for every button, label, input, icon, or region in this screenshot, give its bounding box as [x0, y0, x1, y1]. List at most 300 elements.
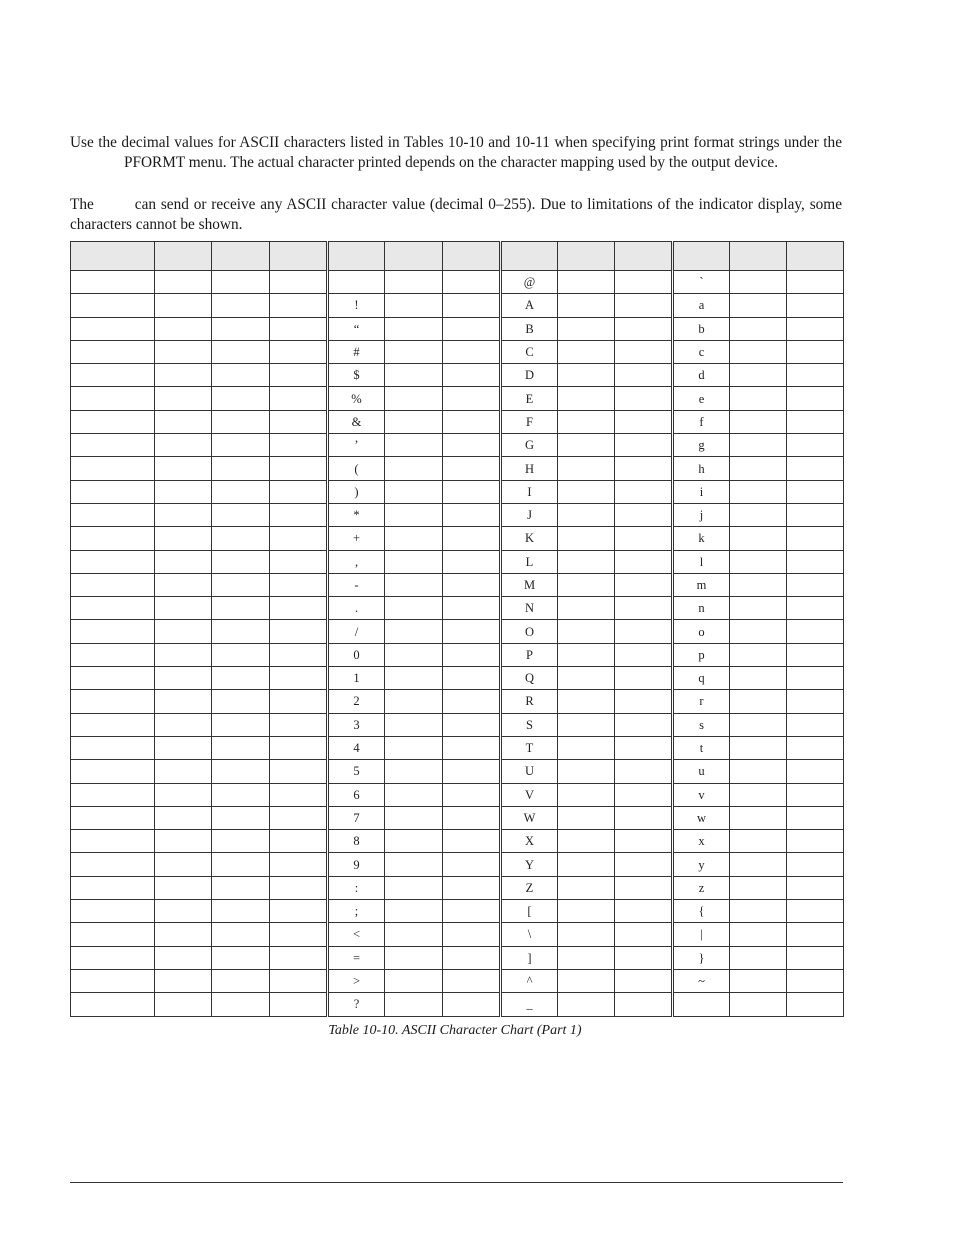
table-cell — [270, 876, 328, 899]
table-cell — [615, 876, 673, 899]
table-row — [71, 946, 844, 969]
table-row — [71, 527, 844, 550]
table-cell: D — [501, 364, 558, 387]
table-cell — [212, 736, 270, 759]
ascii-character-chart — [70, 241, 844, 1017]
table-cell — [443, 853, 501, 876]
table-row — [71, 783, 844, 806]
table-cell — [730, 690, 787, 713]
table-cell — [730, 434, 787, 457]
table-cell — [615, 340, 673, 363]
table-cell — [615, 527, 673, 550]
table-cell — [615, 690, 673, 713]
table-row — [71, 364, 844, 387]
table-cell — [328, 271, 385, 294]
table-cell — [212, 993, 270, 1016]
table-cell — [615, 620, 673, 643]
table-cell — [212, 667, 270, 690]
table-cell — [673, 993, 730, 1016]
table-cell — [155, 457, 212, 480]
table-cell — [71, 340, 155, 363]
table-cell: A — [501, 294, 558, 317]
table-cell: n — [673, 597, 730, 620]
table-cell — [385, 317, 443, 340]
table-cell — [615, 387, 673, 410]
table-cell — [615, 457, 673, 480]
table-row — [71, 760, 844, 783]
header-cell — [212, 242, 270, 271]
table-cell — [730, 900, 787, 923]
table-cell — [71, 993, 155, 1016]
table-cell — [270, 736, 328, 759]
table-cell — [443, 736, 501, 759]
table-cell: X — [501, 830, 558, 853]
table-cell: a — [673, 294, 730, 317]
table-cell — [443, 527, 501, 550]
table-cell — [615, 969, 673, 992]
table-cell — [615, 597, 673, 620]
table-cell — [558, 900, 615, 923]
table-cell — [787, 387, 844, 410]
table-cell — [212, 271, 270, 294]
table-cell — [787, 550, 844, 573]
table-cell — [787, 503, 844, 526]
table-cell — [71, 317, 155, 340]
table-cell — [615, 643, 673, 666]
table-cell — [155, 643, 212, 666]
table-row — [71, 830, 844, 853]
table-cell — [71, 806, 155, 829]
table-cell — [71, 457, 155, 480]
table-cell — [212, 597, 270, 620]
table-cell — [212, 573, 270, 596]
table-cell — [270, 550, 328, 573]
table-row — [71, 573, 844, 596]
table-cell — [730, 410, 787, 433]
table-cell — [730, 527, 787, 550]
table-cell — [71, 783, 155, 806]
table-cell — [787, 294, 844, 317]
table-cell — [155, 853, 212, 876]
table-cell — [212, 550, 270, 573]
table-cell — [155, 480, 212, 503]
table-cell: # — [328, 340, 385, 363]
table-cell — [730, 760, 787, 783]
table-cell — [155, 294, 212, 317]
table-cell — [212, 410, 270, 433]
table-cell — [155, 340, 212, 363]
table-cell: L — [501, 550, 558, 573]
table-cell: V — [501, 783, 558, 806]
table-cell — [155, 503, 212, 526]
table-cell: ? — [328, 993, 385, 1016]
table-cell — [730, 271, 787, 294]
table-cell — [270, 364, 328, 387]
table-cell — [155, 876, 212, 899]
header-cell — [787, 242, 844, 271]
table-cell — [155, 573, 212, 596]
table-cell — [730, 480, 787, 503]
table-cell — [443, 830, 501, 853]
table-cell — [443, 946, 501, 969]
table-cell — [71, 900, 155, 923]
table-cell — [443, 573, 501, 596]
table-cell — [615, 667, 673, 690]
table-cell — [558, 340, 615, 363]
table-cell — [730, 503, 787, 526]
table-cell — [385, 503, 443, 526]
table-cell — [212, 900, 270, 923]
table-cell — [787, 783, 844, 806]
table-cell — [615, 271, 673, 294]
table-cell — [787, 317, 844, 340]
table-cell — [615, 923, 673, 946]
table-cell — [787, 876, 844, 899]
table-cell — [730, 806, 787, 829]
table-cell — [270, 597, 328, 620]
intro-paragraph-1 — [70, 133, 842, 172]
table-cell: w — [673, 806, 730, 829]
table-header-row — [71, 242, 844, 271]
table-cell: : — [328, 876, 385, 899]
table-cell: | — [673, 923, 730, 946]
table-cell — [730, 387, 787, 410]
table-cell — [155, 690, 212, 713]
table-cell: R — [501, 690, 558, 713]
table-cell — [71, 946, 155, 969]
table-cell — [385, 597, 443, 620]
table-row — [71, 900, 844, 923]
table-cell — [71, 480, 155, 503]
table-cell — [71, 923, 155, 946]
table-cell — [558, 736, 615, 759]
table-cell: ] — [501, 946, 558, 969]
table-cell: . — [328, 597, 385, 620]
table-cell — [730, 736, 787, 759]
table-cell: { — [673, 900, 730, 923]
table-cell — [730, 620, 787, 643]
header-cell — [71, 242, 155, 271]
table-cell: B — [501, 317, 558, 340]
table-row — [71, 271, 844, 294]
table-row — [71, 410, 844, 433]
table-cell — [385, 736, 443, 759]
table-cell: 6 — [328, 783, 385, 806]
table-row — [71, 690, 844, 713]
table-cell — [212, 643, 270, 666]
table-cell — [443, 783, 501, 806]
table-cell — [270, 271, 328, 294]
table-cell — [730, 364, 787, 387]
footer-rule — [70, 1182, 843, 1183]
table-cell: d — [673, 364, 730, 387]
table-cell: [ — [501, 900, 558, 923]
table-cell — [787, 340, 844, 363]
table-cell — [385, 457, 443, 480]
table-cell — [212, 876, 270, 899]
table-cell: t — [673, 736, 730, 759]
table-cell — [385, 410, 443, 433]
table-cell: p — [673, 643, 730, 666]
table-cell: 2 — [328, 690, 385, 713]
table-cell — [558, 667, 615, 690]
header-cell — [155, 242, 212, 271]
table-cell — [385, 853, 443, 876]
table-cell — [71, 294, 155, 317]
table-cell — [155, 993, 212, 1016]
table-cell — [155, 830, 212, 853]
table-cell — [270, 783, 328, 806]
table-cell — [270, 503, 328, 526]
table-cell — [443, 387, 501, 410]
table-cell — [443, 434, 501, 457]
table-cell: _ — [501, 993, 558, 1016]
table-cell — [385, 993, 443, 1016]
table-cell — [71, 620, 155, 643]
table-cell — [730, 853, 787, 876]
table-cell: $ — [328, 364, 385, 387]
table-row — [71, 806, 844, 829]
table-cell — [443, 480, 501, 503]
table-cell — [615, 900, 673, 923]
table-cell — [270, 993, 328, 1016]
table-cell — [270, 410, 328, 433]
header-cell — [443, 242, 501, 271]
table-cell: J — [501, 503, 558, 526]
table-cell — [155, 410, 212, 433]
table-cell: > — [328, 969, 385, 992]
table-cell — [443, 340, 501, 363]
intro-text-1b: PFORMT menu. The actual character printed depends on the character mapping used by the output device. — [124, 153, 779, 171]
table-cell — [212, 946, 270, 969]
table-cell — [730, 969, 787, 992]
intro-paragraph-2 — [70, 195, 842, 234]
table-cell — [270, 480, 328, 503]
table-cell: 0 — [328, 643, 385, 666]
table-cell: e — [673, 387, 730, 410]
table-cell — [71, 550, 155, 573]
table-cell — [212, 340, 270, 363]
table-cell — [270, 620, 328, 643]
table-cell — [558, 457, 615, 480]
table-cell — [443, 410, 501, 433]
table-cell: i — [673, 480, 730, 503]
table-cell — [615, 783, 673, 806]
table-cell: M — [501, 573, 558, 596]
table-cell: / — [328, 620, 385, 643]
table-cell: x — [673, 830, 730, 853]
table-cell — [443, 620, 501, 643]
table-cell: ’ — [328, 434, 385, 457]
table-cell — [730, 993, 787, 1016]
table-cell: k — [673, 527, 730, 550]
intro-text-2a: The — [70, 196, 94, 213]
table-cell: ` — [673, 271, 730, 294]
table-cell — [385, 620, 443, 643]
table-cell: \ — [501, 923, 558, 946]
table-cell — [558, 597, 615, 620]
table-cell — [155, 317, 212, 340]
table-cell — [443, 643, 501, 666]
table-cell — [787, 946, 844, 969]
table-cell: U — [501, 760, 558, 783]
table-cell — [155, 387, 212, 410]
table-cell — [270, 340, 328, 363]
table-cell — [71, 853, 155, 876]
table-cell — [385, 690, 443, 713]
table-cell — [615, 760, 673, 783]
table-cell — [730, 643, 787, 666]
table-cell — [212, 294, 270, 317]
table-cell — [558, 364, 615, 387]
table-cell — [155, 969, 212, 992]
table-cell: ~ — [673, 969, 730, 992]
table-cell: F — [501, 410, 558, 433]
table-cell — [71, 969, 155, 992]
table-cell — [385, 667, 443, 690]
table-cell — [443, 993, 501, 1016]
table-cell — [558, 993, 615, 1016]
table-cell — [615, 550, 673, 573]
table-cell: r — [673, 690, 730, 713]
table-cell — [615, 410, 673, 433]
table-cell — [558, 806, 615, 829]
table-cell: N — [501, 597, 558, 620]
table-cell: E — [501, 387, 558, 410]
table-cell — [558, 969, 615, 992]
table-cell: 7 — [328, 806, 385, 829]
table-cell — [558, 480, 615, 503]
table-cell: l — [673, 550, 730, 573]
table-cell — [71, 434, 155, 457]
table-cell — [787, 457, 844, 480]
table-cell — [71, 271, 155, 294]
table-cell — [443, 969, 501, 992]
table-cell — [787, 620, 844, 643]
table-cell: f — [673, 410, 730, 433]
table-cell — [787, 597, 844, 620]
table-cell: H — [501, 457, 558, 480]
table-cell — [155, 760, 212, 783]
table-cell — [615, 294, 673, 317]
table-cell — [155, 783, 212, 806]
table-cell: 1 — [328, 667, 385, 690]
table-cell — [558, 294, 615, 317]
table-cell — [385, 923, 443, 946]
table-cell — [270, 527, 328, 550]
table-cell — [730, 340, 787, 363]
table-cell: I — [501, 480, 558, 503]
table-cell — [558, 830, 615, 853]
table-cell — [155, 713, 212, 736]
table-cell — [155, 597, 212, 620]
table-cell — [71, 387, 155, 410]
table-cell — [615, 806, 673, 829]
table-cell — [385, 527, 443, 550]
table-cell — [270, 317, 328, 340]
table-cell — [787, 713, 844, 736]
table-cell — [443, 294, 501, 317]
table-cell: 3 — [328, 713, 385, 736]
table-cell — [270, 830, 328, 853]
table-cell — [787, 806, 844, 829]
table-cell — [155, 667, 212, 690]
table-cell — [385, 340, 443, 363]
table-cell — [730, 923, 787, 946]
table-cell: ( — [328, 457, 385, 480]
table-cell — [155, 271, 212, 294]
table-cell — [558, 503, 615, 526]
table-cell — [787, 434, 844, 457]
table-row — [71, 480, 844, 503]
table-cell: & — [328, 410, 385, 433]
table-cell — [787, 830, 844, 853]
table-cell — [270, 434, 328, 457]
table-cell — [443, 923, 501, 946]
table-cell — [730, 946, 787, 969]
table-cell — [212, 690, 270, 713]
table-row — [71, 853, 844, 876]
table-cell — [615, 434, 673, 457]
table-cell: 5 — [328, 760, 385, 783]
header-cell — [270, 242, 328, 271]
table-cell — [71, 364, 155, 387]
table-cell: v — [673, 783, 730, 806]
table-cell — [385, 480, 443, 503]
table-cell — [212, 713, 270, 736]
table-cell — [558, 690, 615, 713]
table-cell: 4 — [328, 736, 385, 759]
intro-text-1a: Use the decimal values for ASCII characters listed in Tables 10-10 and 10-11 when specifying print format strings under the — [70, 134, 842, 151]
table-row — [71, 923, 844, 946]
table-cell: o — [673, 620, 730, 643]
table-cell — [385, 713, 443, 736]
table-cell — [787, 969, 844, 992]
table-cell — [558, 783, 615, 806]
table-cell — [558, 434, 615, 457]
table-cell: , — [328, 550, 385, 573]
table-cell — [558, 620, 615, 643]
table-cell — [71, 597, 155, 620]
table-cell — [730, 876, 787, 899]
table-cell — [270, 573, 328, 596]
table-cell — [71, 527, 155, 550]
table-cell — [787, 573, 844, 596]
table-cell — [558, 410, 615, 433]
table-cell — [787, 993, 844, 1016]
table-cell — [385, 806, 443, 829]
table-cell — [615, 713, 673, 736]
table-cell — [155, 946, 212, 969]
table-cell — [155, 736, 212, 759]
table-cell — [71, 713, 155, 736]
table-cell — [385, 573, 443, 596]
table-cell — [385, 830, 443, 853]
table-cell — [385, 876, 443, 899]
table-cell — [787, 667, 844, 690]
table-cell: < — [328, 923, 385, 946]
table-cell — [443, 713, 501, 736]
table-cell — [270, 900, 328, 923]
table-cell: + — [328, 527, 385, 550]
table-row — [71, 969, 844, 992]
table-row — [71, 457, 844, 480]
table-cell: K — [501, 527, 558, 550]
table-row — [71, 434, 844, 457]
table-row — [71, 294, 844, 317]
table-cell — [443, 364, 501, 387]
table-cell: Z — [501, 876, 558, 899]
